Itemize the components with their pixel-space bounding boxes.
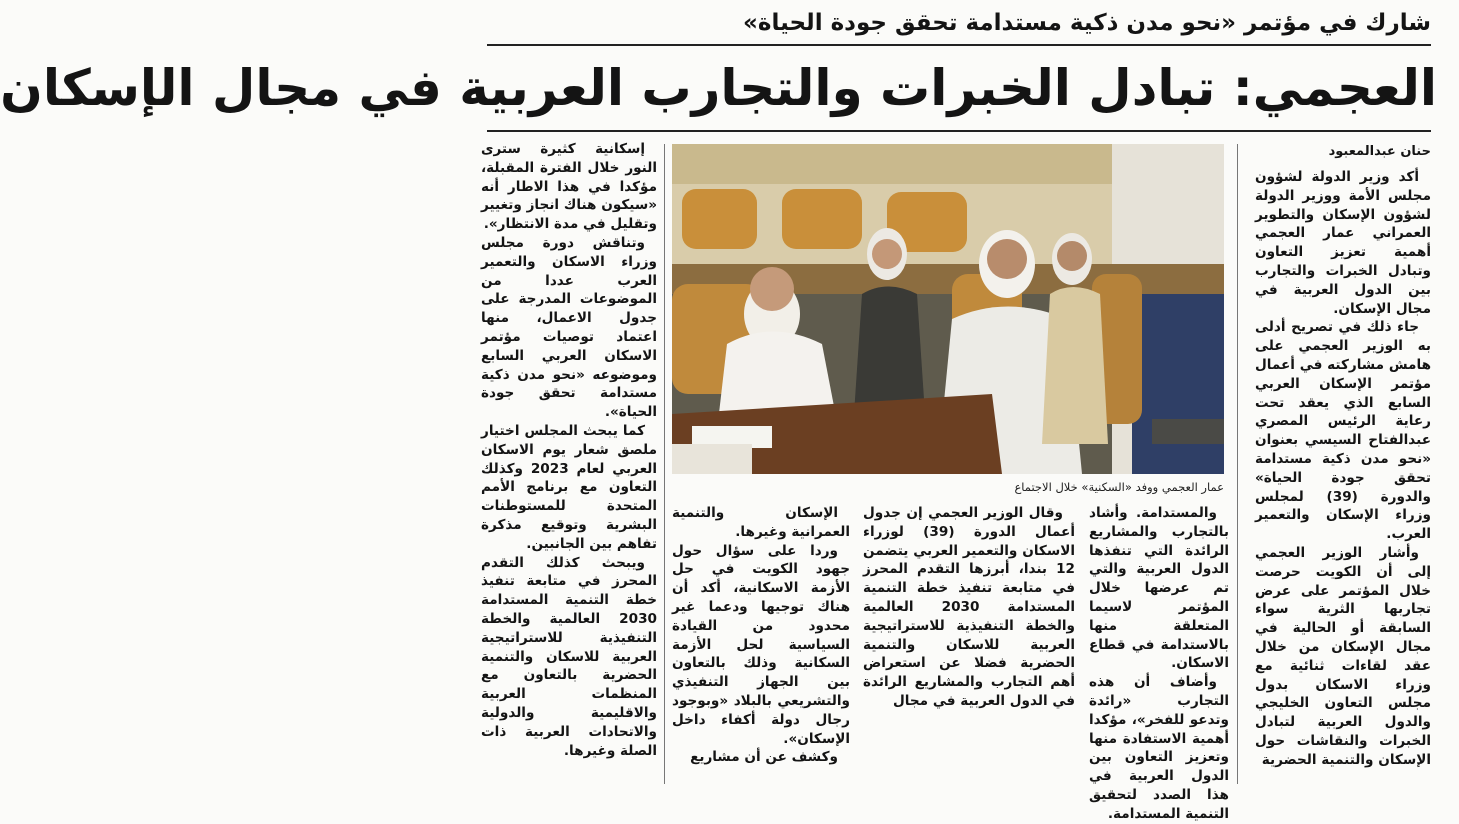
paragraph: إسكانية كثيرة سترى النور خلال الفترة المقبلة، مؤكدا في هذا الاطار أنه «سيكون هناك انجاز وتغيير وتقليل في مدة الانتظار». (481, 141, 657, 233)
article-headline: العجمي: تبادل الخبرات والتجارب العربية في مجال الإسكان (0, 59, 1437, 117)
top-rule (487, 44, 1431, 46)
column-divider (1237, 144, 1238, 784)
byline: حنان عبدالمعبود (1328, 144, 1431, 159)
column-left (481, 140, 657, 788)
paragraph: جاء ذلك في تصريح أدلى به الوزير العجمي على هامش مشاركته في أعمال مؤتمر الإسكان العربي السابع الذي يعقد تحت رعاية الرئيس المصري عبدالفتاح السيسي بعنوان «نحو مدن ذكية مستدامة تحقق جودة الحياة» والدورة (39) لمجلس وزراء الإسكان والتعمير العرب. (1255, 319, 1431, 543)
paragraph: وأشار الوزير العجمي إلى أن الكويت حرصت خلال المؤتمر على عرض تجاربها الثرية سواء السابقة أو الحالية في مجال الإسكان من خلال عقد لقاءات ثنائية مع وزراء الاسكان بدول مجلس التعاون الخليجي والدول العربية لتبادل الخبرات والنقاشات حول الإسكان والتنمية الحضرية (1255, 544, 1431, 768)
paragraph: وردا على سؤال حول جهود الكويت في حل الأزمة الاسكانية، أكد أن هناك توجيها ودعما غير محدود من القيادة السياسية لحل الأزمة السكانية وذلك بالتعاون بين الجهاز التنفيذي والتشريعي بالبلاد «وبوجود رجال دولة أكفاء داخل الإسكان». (672, 542, 850, 747)
column-right (1255, 168, 1431, 788)
paragraph: وتناقش دورة مجلس وزراء الاسكان والتعمير العرب عددا من الموضوعات المدرجة على جدول الاعمال، منها اعتماد توصيات مؤتمر الاسكان العربي السابع وموضوعه «نحو مدن ذكية مستدامة تحقق جودة الحياة». (481, 234, 657, 421)
paragraph: أكد وزير الدولة لشؤون مجلس الأمة ووزير الدولة لشؤون الإسكان والتطوير العمراني عمار العجمي أهمية تعزيز التعاون وتبادل الخبرات والتجارب بين الدول العربية في مجال الإسكان. (1255, 169, 1431, 317)
photo-caption: عمار العجمي ووفد «السكنية» خلال الاجتماع (1014, 480, 1224, 494)
paragraph: وقال الوزير العجمي إن جدول أعمال الدورة (39) لوزراء الاسكان والتعمير العربي يتضمن 12 بندا، أبرزها التقدم المحرز في متابعة تنفيذ خطة التنمية المستدامة 2030 العالمية والخطة التنفيذية للاستراتيجية العربية للاسكان والتنمية الحضرية فضلا عن استعراض أهم التجارب والمشاريع الرائدة في الدول العربية في مجال (863, 505, 1075, 709)
paragraph: ويبحث كذلك التقدم المحرز في متابعة تنفيذ خطة التنمية المستدامة 2030 العالمية والخطة التنفيذية للاستراتيجية العربية للاسكان والتنمية الحضرية بالتعاون مع المنظمات العربية والاقليمية والدولية والاتحادات العربية ذات الصلة وغيرها. (481, 554, 657, 759)
paragraph: وكشف عن أن مشاريع (690, 749, 838, 766)
paragraph: والمستدامة. وأشاد بالتجارب والمشاريع الرائدة التي تنفذها الدول العربية والتي تم عرضها خلال المؤتمر لاسيما المتعلقة منها بالاستدامة في قطاع الاسكان. (1089, 505, 1229, 672)
paragraph: وأضاف أن هذه التجارب «رائدة وتدعو للفخر»، مؤكدا أهمية الاستفادة منها وتعزيز التعاون بين الدول العربية في هذا الصدد لتحقيق التنمية المستدامة. (1089, 674, 1229, 822)
meeting-photo (672, 144, 1224, 474)
column-bottom-1 (1089, 504, 1229, 822)
column-divider (664, 144, 665, 784)
paragraph: كما يبحث المجلس اختيار ملصق شعار يوم الاسكان العربي لعام 2023 وكذلك التعاون مع برنامج الأمم المتحدة للمستوطنات البشرية وتوقيع مذكرة تفاهم بين الجانبين. (481, 422, 658, 552)
column-bottom-3 (672, 504, 850, 788)
headline-rule (487, 130, 1431, 132)
meeting-photo-icon (672, 144, 1224, 474)
article-kicker: شارك في مؤتمر «نحو مدن ذكية مستدامة تحقق جودة الحياة» (743, 10, 1431, 36)
paragraph: الإسكان والتنمية العمرانية وغيرها. (672, 505, 850, 540)
column-bottom-2 (863, 504, 1075, 788)
